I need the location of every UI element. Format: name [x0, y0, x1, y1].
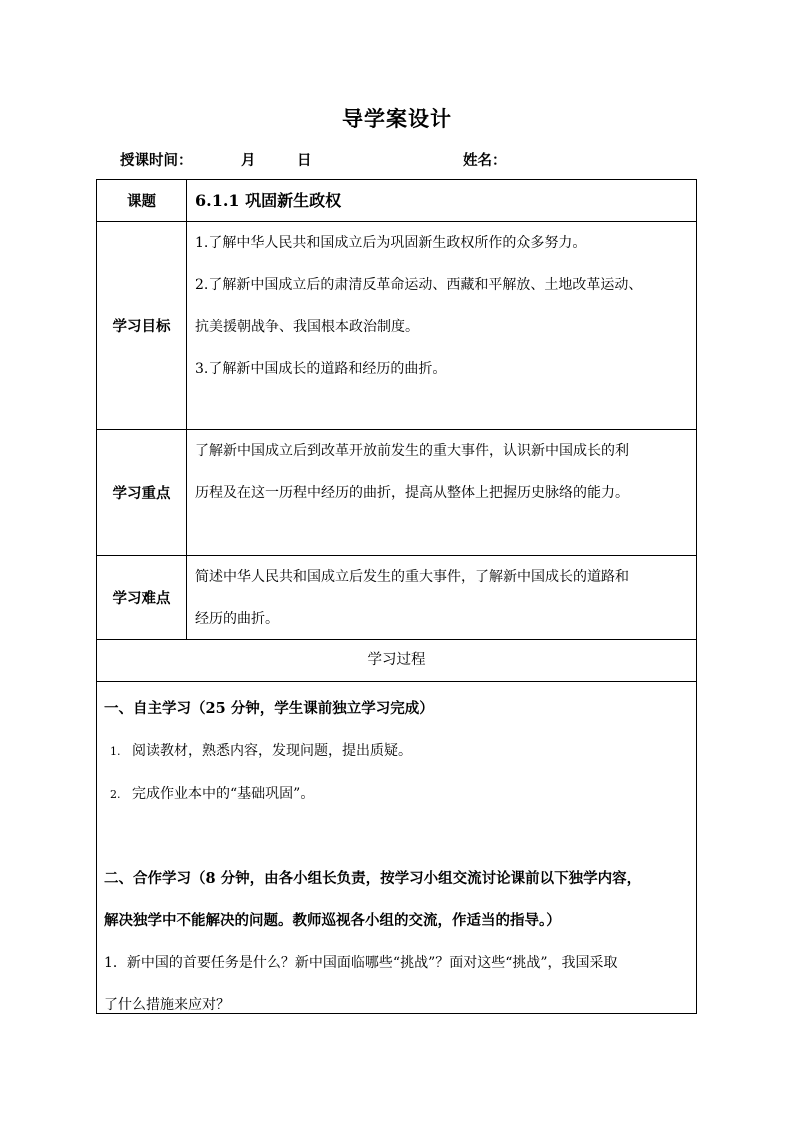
day-label: 日 [297, 152, 312, 169]
item-text: 完成作业本中的“基础巩固”。 [132, 786, 315, 802]
difficulties-content [187, 556, 696, 639]
process-content [97, 682, 696, 1026]
difficulties-label: 学习难点 [97, 556, 187, 639]
key-points-content [187, 430, 696, 555]
list-item [104, 730, 689, 773]
difficulties-row [97, 556, 696, 640]
objectives-label: 学习目标 [97, 222, 187, 429]
objective-line: 3.了解新中国成长的道路和经历的曲折。 [195, 361, 447, 377]
difficulty-line: 简述中华人民共和国成立后发生的重大事件，了解新中国成长的道路和 [195, 569, 629, 585]
question-line: 了什么措施来应对？ [104, 997, 230, 1013]
list-item [104, 773, 689, 816]
objective-line: 1.了解中华人民共和国成立后为巩固新生政权所作的众多努力。 [195, 235, 587, 251]
lesson-table [96, 179, 697, 1014]
lesson-meta [0, 149, 794, 171]
key-points-row [97, 430, 696, 556]
item-number: 1. [110, 745, 121, 758]
month-label: 月 [241, 152, 256, 169]
subject-value: 6.1.1 巩固新生政权 [195, 190, 342, 210]
time-label: 授课时间： [120, 152, 193, 169]
objectives-content [187, 222, 696, 429]
section2-title-line: 解决独学中不能解决的问题。教师巡视各小组的交流，作适当的指导。） [104, 912, 561, 929]
section1-title: 一、自主学习（25 分钟，学生课前独立学习完成） [104, 700, 434, 717]
difficulty-line: 经历的曲折。 [195, 611, 279, 627]
question-line: 1．新中国的首要任务是什么？新中国面临哪些“挑战”？面对这些“挑战”，我国采取 [104, 955, 618, 971]
key-point-line: 了解新中国成立后到改革开放前发生的重大事件，认识新中国成长的利 [195, 443, 629, 459]
item-text: 阅读教材，熟悉内容，发现问题，提出质疑。 [132, 743, 412, 759]
subject-row [97, 180, 696, 222]
key-points-label: 学习重点 [97, 430, 187, 555]
process-header: 学习过程 [367, 652, 426, 668]
spacer [104, 816, 689, 858]
process-content-row [97, 682, 696, 1013]
name-label: 姓名： [463, 152, 507, 169]
objective-line: 2.了解新中国成立后的肃清反革命运动、西藏和平解放、土地改革运动、 [195, 277, 643, 293]
subject-label: 课题 [97, 180, 187, 221]
page-title: 导学案设计 [342, 106, 452, 131]
objectives-row [97, 222, 696, 430]
objective-line: 抗美援朝战争、我国根本政治制度。 [195, 319, 419, 335]
section2-title-line: 二、合作学习（8 分钟，由各小组长负责，按学习小组交流讨论课前以下独学内容， [104, 870, 642, 887]
item-number: 2. [110, 788, 121, 801]
key-point-line: 历程及在这一历程中经历的曲折，提高从整体上把握历史脉络的能力。 [195, 485, 629, 501]
process-header-row [97, 640, 696, 682]
